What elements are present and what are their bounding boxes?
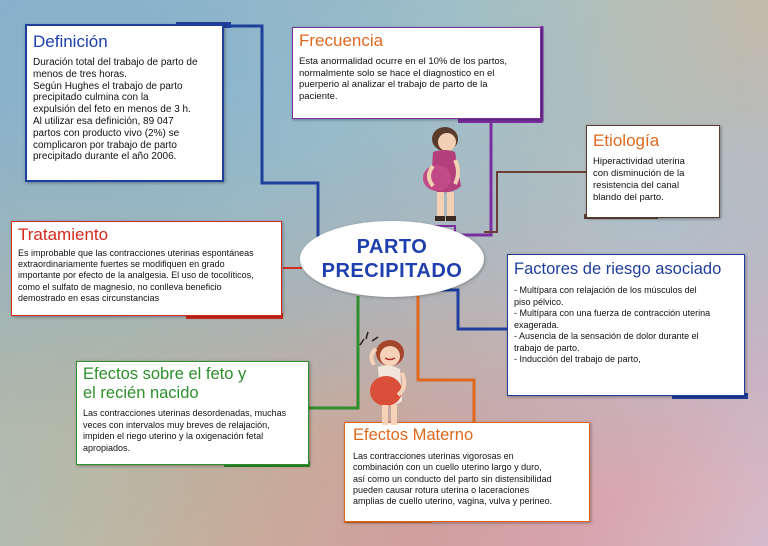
definicion-body: Duración total del trabajo de parto de menos de tres horas. Según Hughes el trabajo de parto precipitado culmina con la expulsión del feto en menos de 3 h. Al utilizar esa definición, 89 047 partos con producto vivo (2%) se complicaron por trabajo de parto precipitado durante el año 2006.	[33, 57, 198, 163]
etiologia-body: Hiperactividad uterina con disminución de la resistencia del canal blando del parto.	[593, 156, 685, 203]
pregnant-woman-pain-icon	[352, 331, 412, 431]
etiologia-title: Etiología	[593, 131, 660, 150]
efectos-materno-title: Efectos Materno	[353, 426, 474, 444]
definicion-title: Definición	[33, 32, 108, 51]
factores-body: - Multípara con relajación de los músculos del piso pélvico. - Multípara con una fuerza de contracción uterina exagerada. - Ausencia de la sensación de dolor durante el trabajo de parto. - Inducción del trabajo de parto,	[514, 285, 711, 364]
efectos-materno-box	[344, 422, 590, 522]
connector-factores	[430, 290, 507, 329]
connector-efectos-feto	[309, 296, 358, 408]
connector-efectos-materno	[418, 296, 474, 422]
efectos-feto-body: Las contracciones uterinas desordenadas, muchas veces con intervalos muy breves de relajación, impiden el riego uterino y la oxigenación fetal apropiados.	[83, 408, 287, 453]
definicion-box	[25, 24, 224, 182]
efectos-feto-box	[76, 361, 309, 465]
pregnant-woman-icon	[415, 126, 475, 226]
tratamiento-title: Tratamiento	[18, 225, 109, 244]
factores-title: Factores de riesgo asociado	[514, 260, 722, 278]
central-title-line1: PARTO	[356, 236, 428, 258]
etiologia-box	[586, 125, 720, 218]
central-title-line2: PRECIPITADO	[321, 260, 463, 282]
central-node	[300, 221, 484, 297]
tratamiento-box	[11, 221, 282, 316]
frecuencia-box	[292, 27, 541, 119]
connector-etiologia	[484, 172, 586, 232]
efectos-feto-title: Efectos sobre el feto y el recién nacido	[83, 365, 247, 402]
efectos-materno-body: Las contracciones uterinas vigorosas en combinación con un cuello uterino largo y duro, así como un conducto del parto sin distensibilidad pueden causar rotura uterina o laceraciones amplias de cuello uterino, vagina, vulva y perineo.	[353, 451, 553, 507]
tratamiento-body: Es improbable que las contracciones uterinas espontáneas extraordinariamente fuertes se modifiquen en grado importante por efecto de la analgesia. El uso de tocolíticos, como el sulfato de magnesio, no conlleva beneficio demostrado en esas circunstancias	[18, 248, 254, 303]
frecuencia-body: Esta anormalidad ocurre en el 10% de los partos, normalmente solo se hace el diagnostico en el puerperio al analizar el trabajo de parto de la paciente.	[299, 56, 508, 102]
factores-box	[507, 254, 745, 396]
frecuencia-title: Frecuencia	[299, 31, 384, 50]
